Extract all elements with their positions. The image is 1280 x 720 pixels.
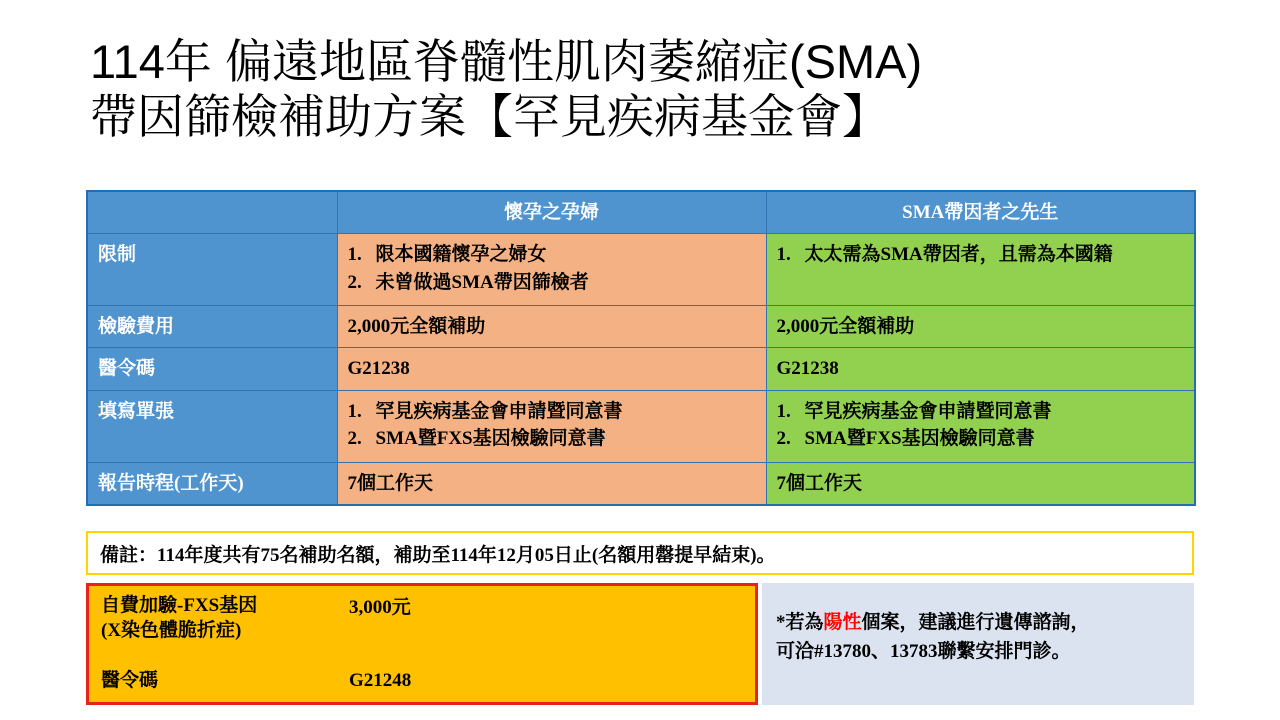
- list-item: [348, 270, 756, 296]
- row-label-forms: 填寫單張: [87, 390, 337, 462]
- header-col-b: SMA帶因者之先生: [766, 191, 1195, 234]
- self-pay-box: [86, 583, 758, 705]
- table-row: [87, 348, 1195, 390]
- list-item: [777, 426, 1185, 452]
- row-label-test-fee: 檢驗費用: [87, 306, 337, 348]
- forms-col-b: [766, 390, 1195, 462]
- table-row: [87, 390, 1195, 462]
- list-number: 1.: [776, 400, 791, 422]
- list-number: 2.: [347, 428, 362, 450]
- report-time-col-b: 7個工作天: [766, 462, 1195, 505]
- page-title-line-1: 114年 偏遠地區脊髓性肌肉萎縮症(SMA): [90, 35, 923, 88]
- self-pay-title-group: [101, 594, 349, 643]
- list-number: 1.: [347, 244, 362, 266]
- list-text: 罕見疾病基金會申請暨同意書: [804, 400, 1052, 422]
- forms-col-a: [337, 390, 766, 462]
- list-number: 2.: [347, 271, 362, 293]
- test-fee-col-b: 2,000元全額補助: [766, 306, 1195, 348]
- note-text: 備註：114年度共有75名補助名額，補助至114年12月05日止(名額用罄提早結束)。: [100, 544, 776, 566]
- header-blank-cell: [87, 191, 337, 234]
- advice-suffix: 個案，建議進行遺傳諮詢，: [861, 612, 1090, 633]
- order-code-col-a: G21238: [337, 348, 766, 390]
- note-bar: [86, 531, 1194, 575]
- advice-prefix: *若為: [776, 612, 824, 633]
- list-number: 1.: [347, 400, 362, 422]
- self-pay-code-value: G21248: [349, 670, 412, 692]
- row-label-restriction: 限制: [87, 234, 337, 306]
- restriction-col-b: [766, 234, 1195, 306]
- row-label-order-code: 醫令碼: [87, 348, 337, 390]
- list-text: 限本國籍懷孕之婦女: [375, 244, 547, 266]
- header-col-a: 懷孕之孕婦: [337, 191, 766, 234]
- list-number: 1.: [776, 244, 791, 266]
- page-title-line-2: 帶因篩檢補助方案【罕見疾病基金會】: [90, 90, 889, 144]
- comparison-table: [86, 190, 1196, 506]
- list-text: 罕見疾病基金會申請暨同意書: [375, 400, 623, 422]
- list-item: [348, 399, 756, 425]
- advice-line-2: 可洽#13780、13783聯繫安排門診。: [776, 640, 1071, 662]
- list-item: [348, 426, 756, 452]
- advice-box: [762, 583, 1194, 705]
- restriction-col-a: [337, 234, 766, 306]
- list-text: 未曾做過SMA帶因篩檢者: [375, 271, 589, 293]
- self-pay-subtitle: (X染色體脆折症): [101, 619, 242, 641]
- self-pay-price: 3,000元: [349, 597, 411, 618]
- list-text: 太太需為SMA帶因者，且需為本國籍: [804, 244, 1113, 266]
- list-item: [777, 399, 1185, 425]
- list-item: [348, 242, 756, 268]
- list-item: [777, 242, 1185, 268]
- table-row: [87, 234, 1195, 306]
- page-title: [90, 34, 1200, 145]
- order-code-col-b: G21238: [766, 348, 1195, 390]
- advice-highlight: 陽性: [823, 612, 862, 633]
- list-number: 2.: [776, 428, 791, 450]
- report-time-col-a: 7個工作天: [337, 462, 766, 505]
- self-pay-title: 自費加驗-FXS基因: [101, 595, 258, 616]
- list-text: SMA暨FXS基因檢驗同意書: [804, 428, 1035, 450]
- self-pay-code-label: 醫令碼: [101, 670, 159, 692]
- table-row: [87, 306, 1195, 348]
- test-fee-col-a: 2,000元全額補助: [337, 306, 766, 348]
- table-row: [87, 462, 1195, 505]
- list-text: SMA暨FXS基因檢驗同意書: [375, 428, 606, 450]
- row-label-report-time: 報告時程(工作天): [87, 462, 337, 505]
- table-header-row: [87, 191, 1195, 234]
